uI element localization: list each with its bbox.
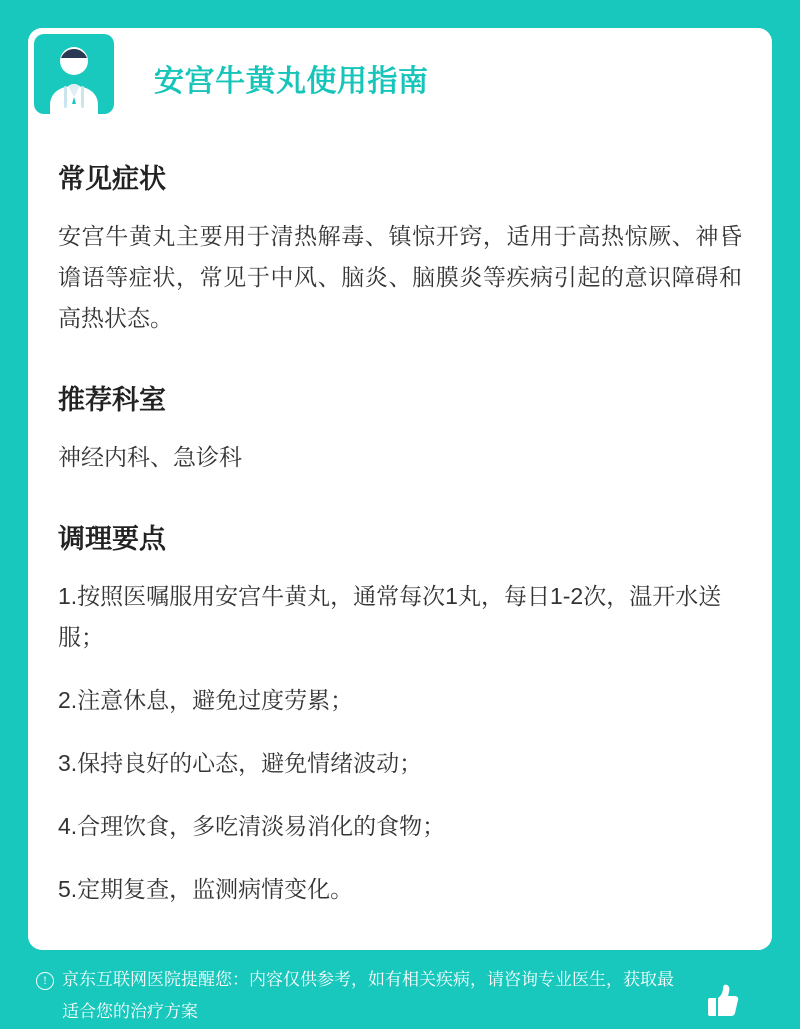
list-item: 2.注意休息，避免过度劳累； [58,687,354,713]
doctor-avatar-icon [28,28,120,120]
footer-disclaimer-bar [28,950,772,1028]
content-card [28,28,772,950]
list-item: 4.合理饮食，多吃清淡易消化的食物； [58,813,446,839]
section-text-symptoms: 安宫牛黄丸主要用于清热解毒、镇惊开窍，适用于高热惊厥、神昏谵语等症状，常见于中风、脑炎、脑膜炎等疾病引起的意识障碍和高热状态。 [58,223,742,331]
info-icon: ! [36,972,54,990]
tips-list [58,576,742,910]
thumbs-up-icon[interactable] [696,978,742,1024]
page-title: 安宫牛黄丸使用指南 [154,65,429,98]
list-item: 1.按照医嘱服用安宫牛黄丸，通常每次1丸，每日1-2次，温开水送服； [58,583,722,650]
section-text-department: 神经内科、急诊科 [58,444,242,470]
list-item: 3.保持良好的心态，避免情绪波动； [58,750,423,776]
list-item: 5.定期复查，监测病情变化。 [58,876,354,902]
section-heading-department: 推荐科室 [58,385,166,415]
section-heading-tips: 调理要点 [58,524,166,554]
footer-disclaimer-text: 京东互联网医院提醒您：内容仅供参考，如有相关疾病，请咨询专业医生，获取最适合您的治疗方案 [62,970,674,1021]
section-heading-symptoms: 常见症状 [58,164,166,194]
